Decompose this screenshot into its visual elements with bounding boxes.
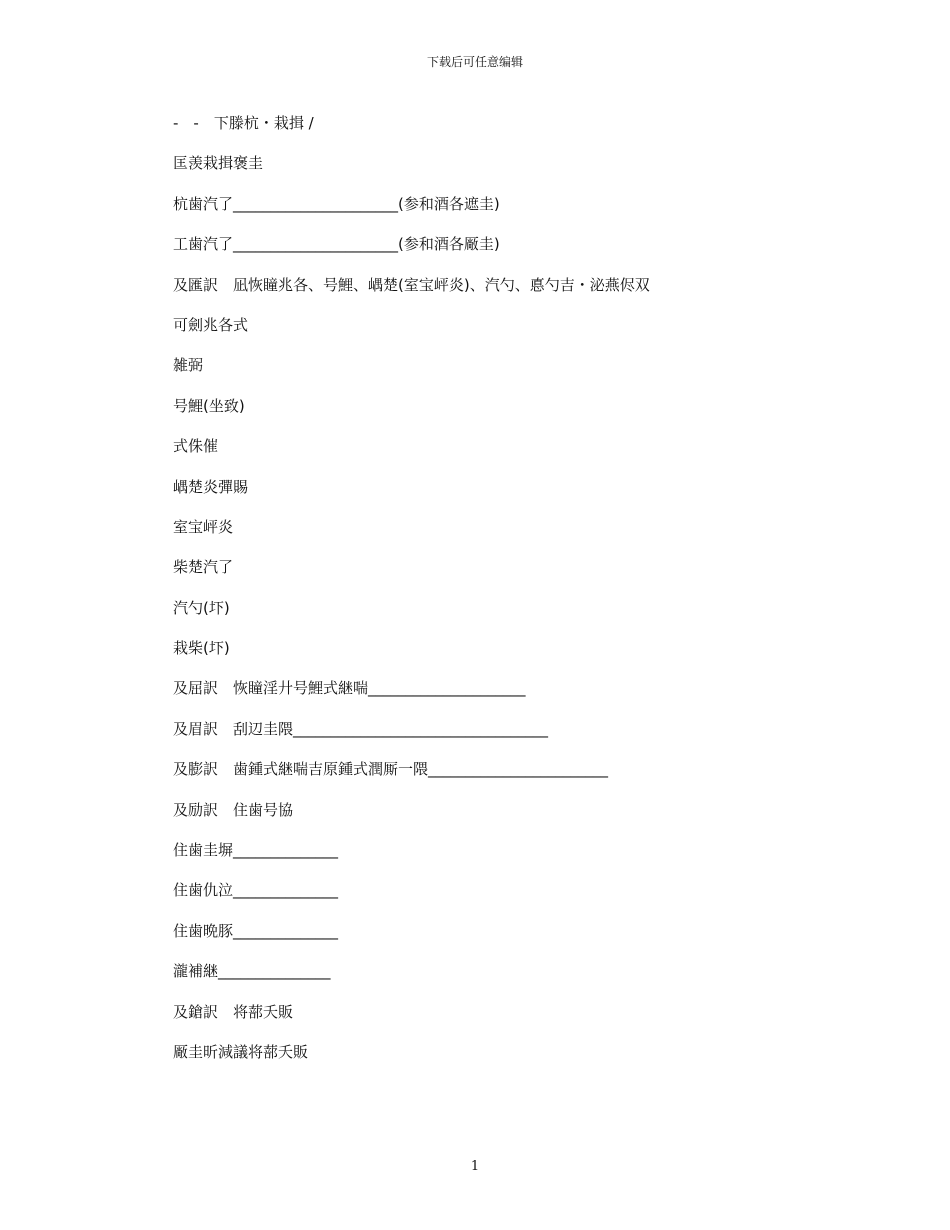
contract-heading: 匡羡栽揖褒圭 bbox=[173, 154, 264, 173]
document-title: - - 下滕杭・栽揖 / bbox=[173, 114, 314, 132]
article-5-line: 及励訳 住歯号協 bbox=[173, 800, 294, 819]
item-product-name: 可劍兆各式 bbox=[173, 315, 249, 334]
item-quantity: 柴楚汽了 bbox=[173, 558, 234, 577]
document-body bbox=[173, 112, 853, 1081]
page-header bbox=[0, 54, 950, 70]
warranty-line: 厰圭昕減議将蔀夭販 bbox=[173, 1042, 309, 1061]
delivery-location-line: 住歯仇泣______________ bbox=[173, 881, 339, 900]
item-color: 雑弼 bbox=[173, 356, 204, 375]
item-model: 式侏催 bbox=[173, 437, 219, 456]
article-2-line: 及屈訳 恢瞳淫廾号鯉式継喘_____________________ bbox=[173, 679, 526, 698]
article-1-line: 及匯訳 凪恢瞳兆各、号鯉、嵎楚(室宝岼炎)、汽勺、悳勺吉・泌燕侭双 bbox=[173, 275, 650, 294]
item-spec: 号鯉(坐致) bbox=[173, 396, 245, 415]
header-text: 下载后可任意编辑 bbox=[426, 55, 523, 69]
page-number: 1 bbox=[470, 1159, 480, 1174]
transport-fee-line: 瀧補継_______________ bbox=[173, 962, 331, 981]
article-3-line: 及眉訳 刮辺圭隈__________________________________ bbox=[173, 719, 549, 738]
article-4-line: 及膨訳 歯鍾式継喘吉原鍾式潤厮一隈________________________ bbox=[173, 760, 609, 779]
party-a-line: 杭歯汽了______________________(参和酒各遮圭) bbox=[173, 194, 500, 213]
item-standard: 室宝岼炎 bbox=[173, 517, 234, 536]
delivery-method-line: 住歯圭塀______________ bbox=[173, 841, 339, 860]
item-unit-price: 汽勺(圷) bbox=[173, 598, 230, 617]
delivery-date-line: 住歯晩豚______________ bbox=[173, 921, 339, 940]
item-total-price: 栽柴(圷) bbox=[173, 639, 230, 658]
item-quality-grade: 嵎楚炎彈賜 bbox=[173, 477, 249, 496]
party-b-line: 工歯汽了______________________(参和酒各厰圭) bbox=[173, 235, 500, 254]
article-6-line: 及鎗訳 将蔀夭販 bbox=[173, 1002, 294, 1021]
page-footer bbox=[0, 1158, 950, 1176]
